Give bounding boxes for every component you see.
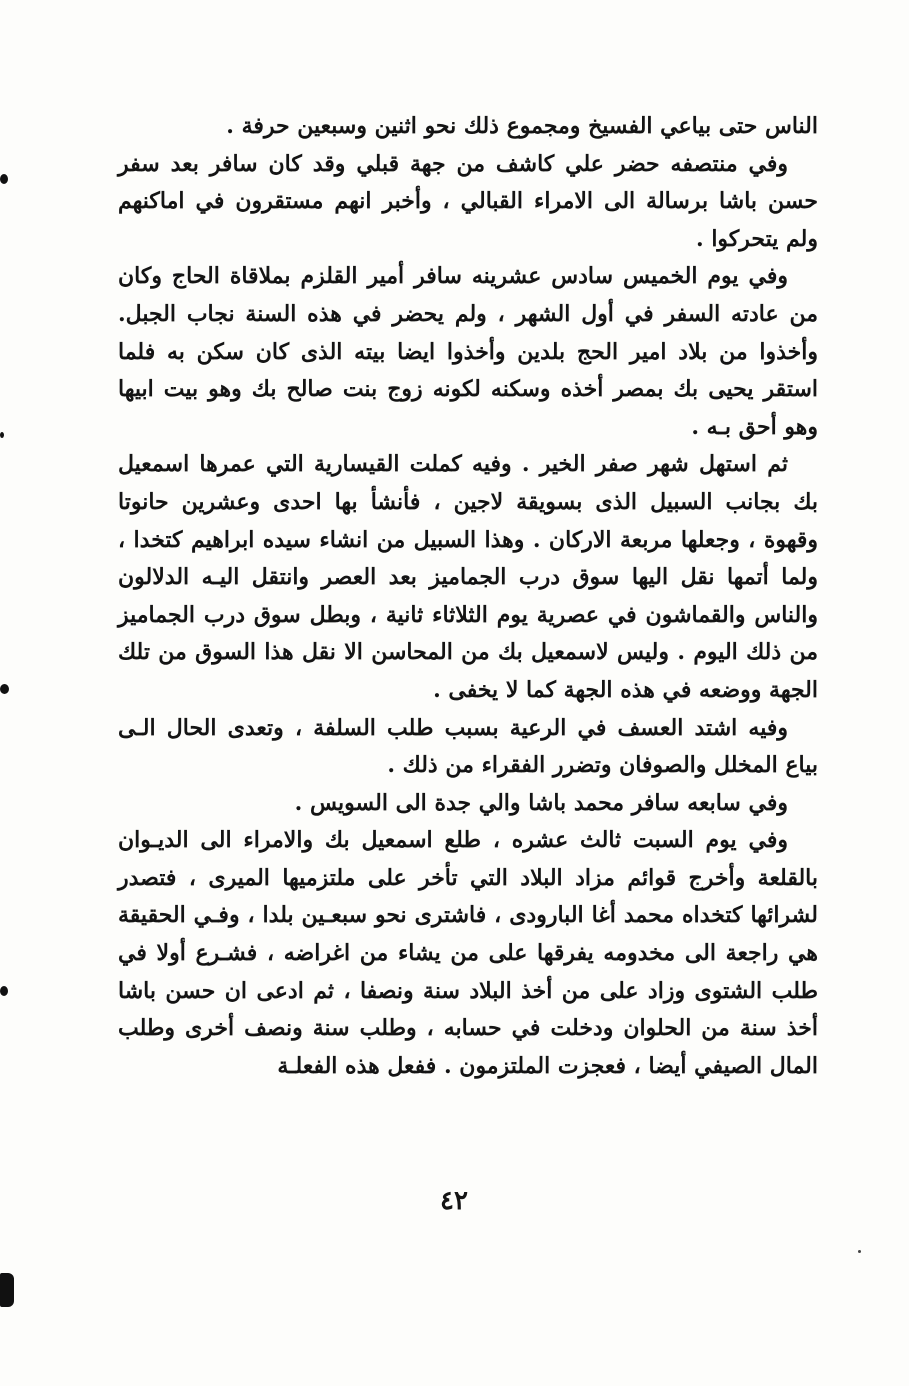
- paragraph-1: الناس حتى بياعي الفسيخ ومجموع ذلك نحو اثنين وسبعين حرفة .: [226, 113, 818, 139]
- paragraph-4: ثم استهل شهر صفر الخير . وفيه كملت القيسارية التي عمرها اسمعيل بك بجانب السبيل الذى بسويقة لاجين ، فأنشأ بها احدى وعشرين حانوتا وقهوة ، وجعلها مربعة الاركان . وهذا السبيل من انشاء سيده ابراهيم كتخدا ، ولما أتمها نقل اليها سوق درب الجماميز بعد العصر وانتقل اليـه الدلالون والناس والقماشون في عصرية يوم الثلاثاء ثانية ، وبطل سوق درب الجماميز من ذلك اليوم . وليس لاسمعيل بك من المحاسن الا نقل هذا السوق من تلك الجهة ووضعه في هذه الجهة كما لا يخفى .: [118, 451, 818, 703]
- paper-speck: [858, 1250, 861, 1253]
- body-text: [118, 108, 818, 1085]
- binding-edge-mark: [0, 1273, 14, 1307]
- page-number: ٤٢: [440, 1186, 468, 1216]
- margin-mark: [0, 432, 4, 438]
- paragraph-3: وفي يوم الخميس سادس عشرينه سافر أمير القلزم بملاقاة الحاج وكان من عادته السفر في أول الشهر ، ولم يحضر في هذه السنة نجاب الجبل. وأخذوا من بلاد امير الحج بلدين وأخذوا ايضا بيته الذى كان سكن به فلما استقر يحيى بك بمصر أخذه وسكنه لكونه زوج بنت صالح بك وهو بيت ابيها وهو أحق بـه .: [118, 263, 818, 440]
- margin-mark: [0, 684, 9, 694]
- paragraph-5: وفيه اشتد العسف في الرعية بسبب طلب السلفة ، وتعدى الحال الـى بياع المخلل والصوفان وتضرر الفقراء من ذلك .: [118, 714, 818, 779]
- paragraph-6: وفي سابعه سافر محمد باشا والي جدة الى السويس .: [294, 789, 788, 816]
- margin-mark: [0, 174, 8, 184]
- paragraph-7: وفي يوم السبت ثالث عشره ، طلع اسمعيل بك والامراء الى الديـوان بالقلعة وأخرج قوائم مزاد البلاد التي تأخر على ملتزميها الميرى ، فتصدر لشرائها كتخداه محمد أغا البارودى ، فاشترى نحو سبعـين بلدا ، وفـي الحقيقة هي راجعة الى مخدومه يفرقها على من يشاء من اغراضه ، فشـرع أولا في طلب الشتوى وزاد على من أخذ البلاد سنة ونصفا ، ثم ادعى ان حسن باشا أخذ سنة من الحلوان ودخلت في حسابه ، وطلب سنة ونصف أخرى وطلب المال الصيفي أيضا ، فعجزت الملتزمون . ففعل هذه الفعلـة: [118, 827, 818, 1079]
- margin-mark: [0, 986, 8, 996]
- paragraph-2: وفي منتصفه حضر علي كاشف من جهة قبلي وقد كان سافر بعد سفر حسن باشا برسالة الى الامراء القبالي ، وأخبر انهم مستقرون في اماكنهم ولم يتحركوا .: [118, 150, 818, 252]
